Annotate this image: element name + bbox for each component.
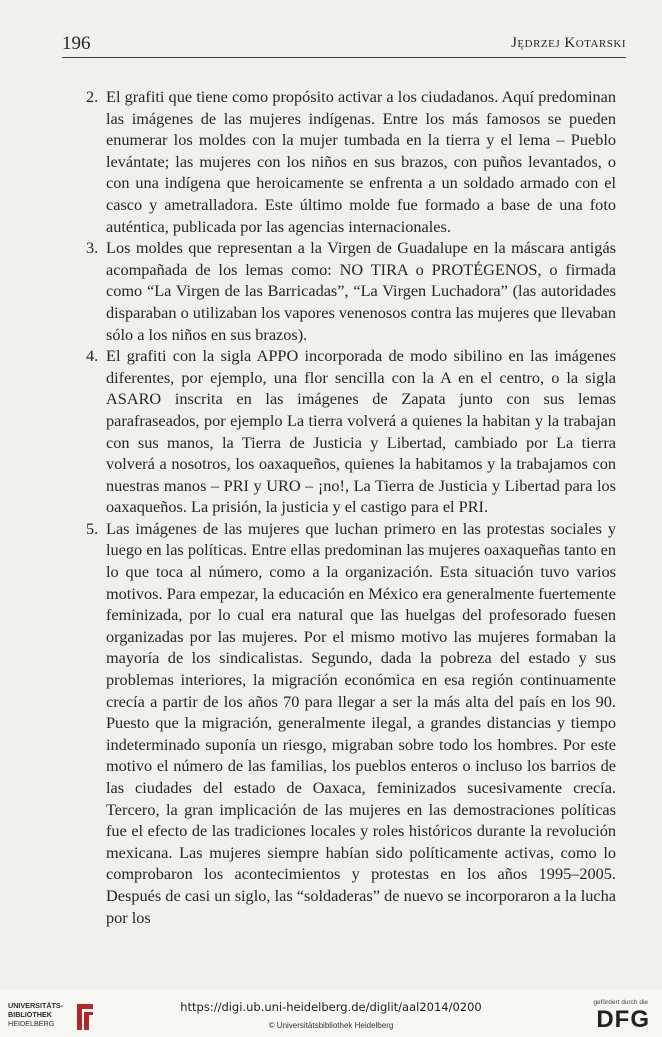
list-item-number: 4. — [86, 346, 99, 366]
running-header — [62, 33, 626, 58]
list-item — [86, 86, 616, 237]
list-item-text: Las imágenes de las mujeres que luchan primero en las protestas sociales y luego en las políticas. Entre ellas predominan las mujeres oaxaqueñas tanto en lo que toca al número, como a la organización. Esta situación tuvo varios motivos. Para empezar, la educación en México era generalmente fuertemente feminizada, por lo cual era natural que las huelgas del profesorado fuesen organizadas por las mujeres. Por el mismo motivo las mujeres formaban la mayoría de los sindicalistas. Segundo, dada la pobreza del estado y sus problemas interiores, la migración económica en esa región continuamente crecía a partir de los años 70 para llegar a ser la más alta del país en los 90. Puesto que la migración, generalmente ilegal, a grandes distancias y tiempo indeterminado suponía un riesgo, migraban sobre todo los hombres. Por este motivo el número de las familias, los pueblos enteros o incluso los barrios de las ciudades del estado de Oaxaca, feminizados sucesivamente crecía. Tercero, la gran implicación de las mujeres en las demostraciones políticas fue el efecto de las tradiciones locales y roles históricos durante la revolución mexicana. Las mujeres siempre habían sido políticamente activas, como lo comprobaron los acontecimientos y protestas en los años 1995–2005. Después de casi un siglo, las “soldaderas” de nuevo se incorporaron a la lucha por los — [106, 518, 616, 927]
logo-line: BIBLIOTHEK — [8, 1010, 52, 1019]
list-item-number: 2. — [86, 87, 99, 106]
page-body — [86, 86, 616, 928]
dfg-logo[interactable]: DFG — [596, 1006, 650, 1033]
logo-line: UNIVERSITÄTS- — [8, 1001, 64, 1010]
logo-line: HEIDELBERG — [8, 1019, 55, 1028]
permalink-url[interactable]: https://digi.ub.uni-heidelberg.de/diglit/aal2014/0200 — [180, 1000, 482, 1014]
list-item-text: Los moldes que representan a la Virgen de Guadalupe en la máscara antigás acompañada de los lemas como: NO TIRA o PROTÉGENOS, o firmada como “La Virgen de las Barricadas”, “La Virgen Luchadora” (las autoridades disparaban o utilizaban los vapores venenosos contra las mujeres que llevaban sólo a los niños en sus brazos). — [106, 238, 616, 344]
funder-caption: gefördert durch die — [593, 999, 648, 1006]
list-item — [86, 237, 616, 345]
list-item — [86, 345, 616, 518]
copyright-notice: © Universitätsbibliothek Heidelberg — [268, 1021, 394, 1030]
list-item-number: 5. — [86, 518, 99, 538]
list-item — [86, 518, 616, 928]
list-item-number: 3. — [86, 238, 99, 258]
page-number: 196 — [62, 33, 91, 54]
list-item-text: El grafiti con la sigla APPO incorporada de modo sibilino en las imágenes diferentes, por ejemplo, una flor sencilla con la A en el centro, o la sigla ASARO inscrita en las imágenes de Zapata junto con sus lemas parafraseados, por ejemplo La tierra volverá a quienes la habitan y la trabajan con sus manos, la Tierra de Justicia y Libertad, cambiado por La tierra volverá a nosotros, los oaxaqueños, quienes la habitamos y la trabajamos con nuestras manos – PRI y URO – ¡no!, La Tierra de Justicia y Libertad para los oaxaqueños. La prisión, la justicia y el castigo para el PRI. — [106, 346, 616, 517]
list-item-text: El grafiti que tiene como propósito activar a los ciudadanos. Aquí predominan las imágenes de las mujeres indígenas. Entre los más famosos se pueden enumerar los moldes con la mujer tumbada en la tierra y el lema – Pueblo levántate; las mujeres con los niños en sus brazos, con puños levantados, o con una indígena que heroicamente se enfrenta a un soldado armado con el casco y ametralladora. Este último molde fue formado a base de una foto auténtica, publicada por las agencias internacionales. — [106, 87, 616, 236]
running-head-author: Jędrzej Kotarski — [511, 35, 626, 51]
